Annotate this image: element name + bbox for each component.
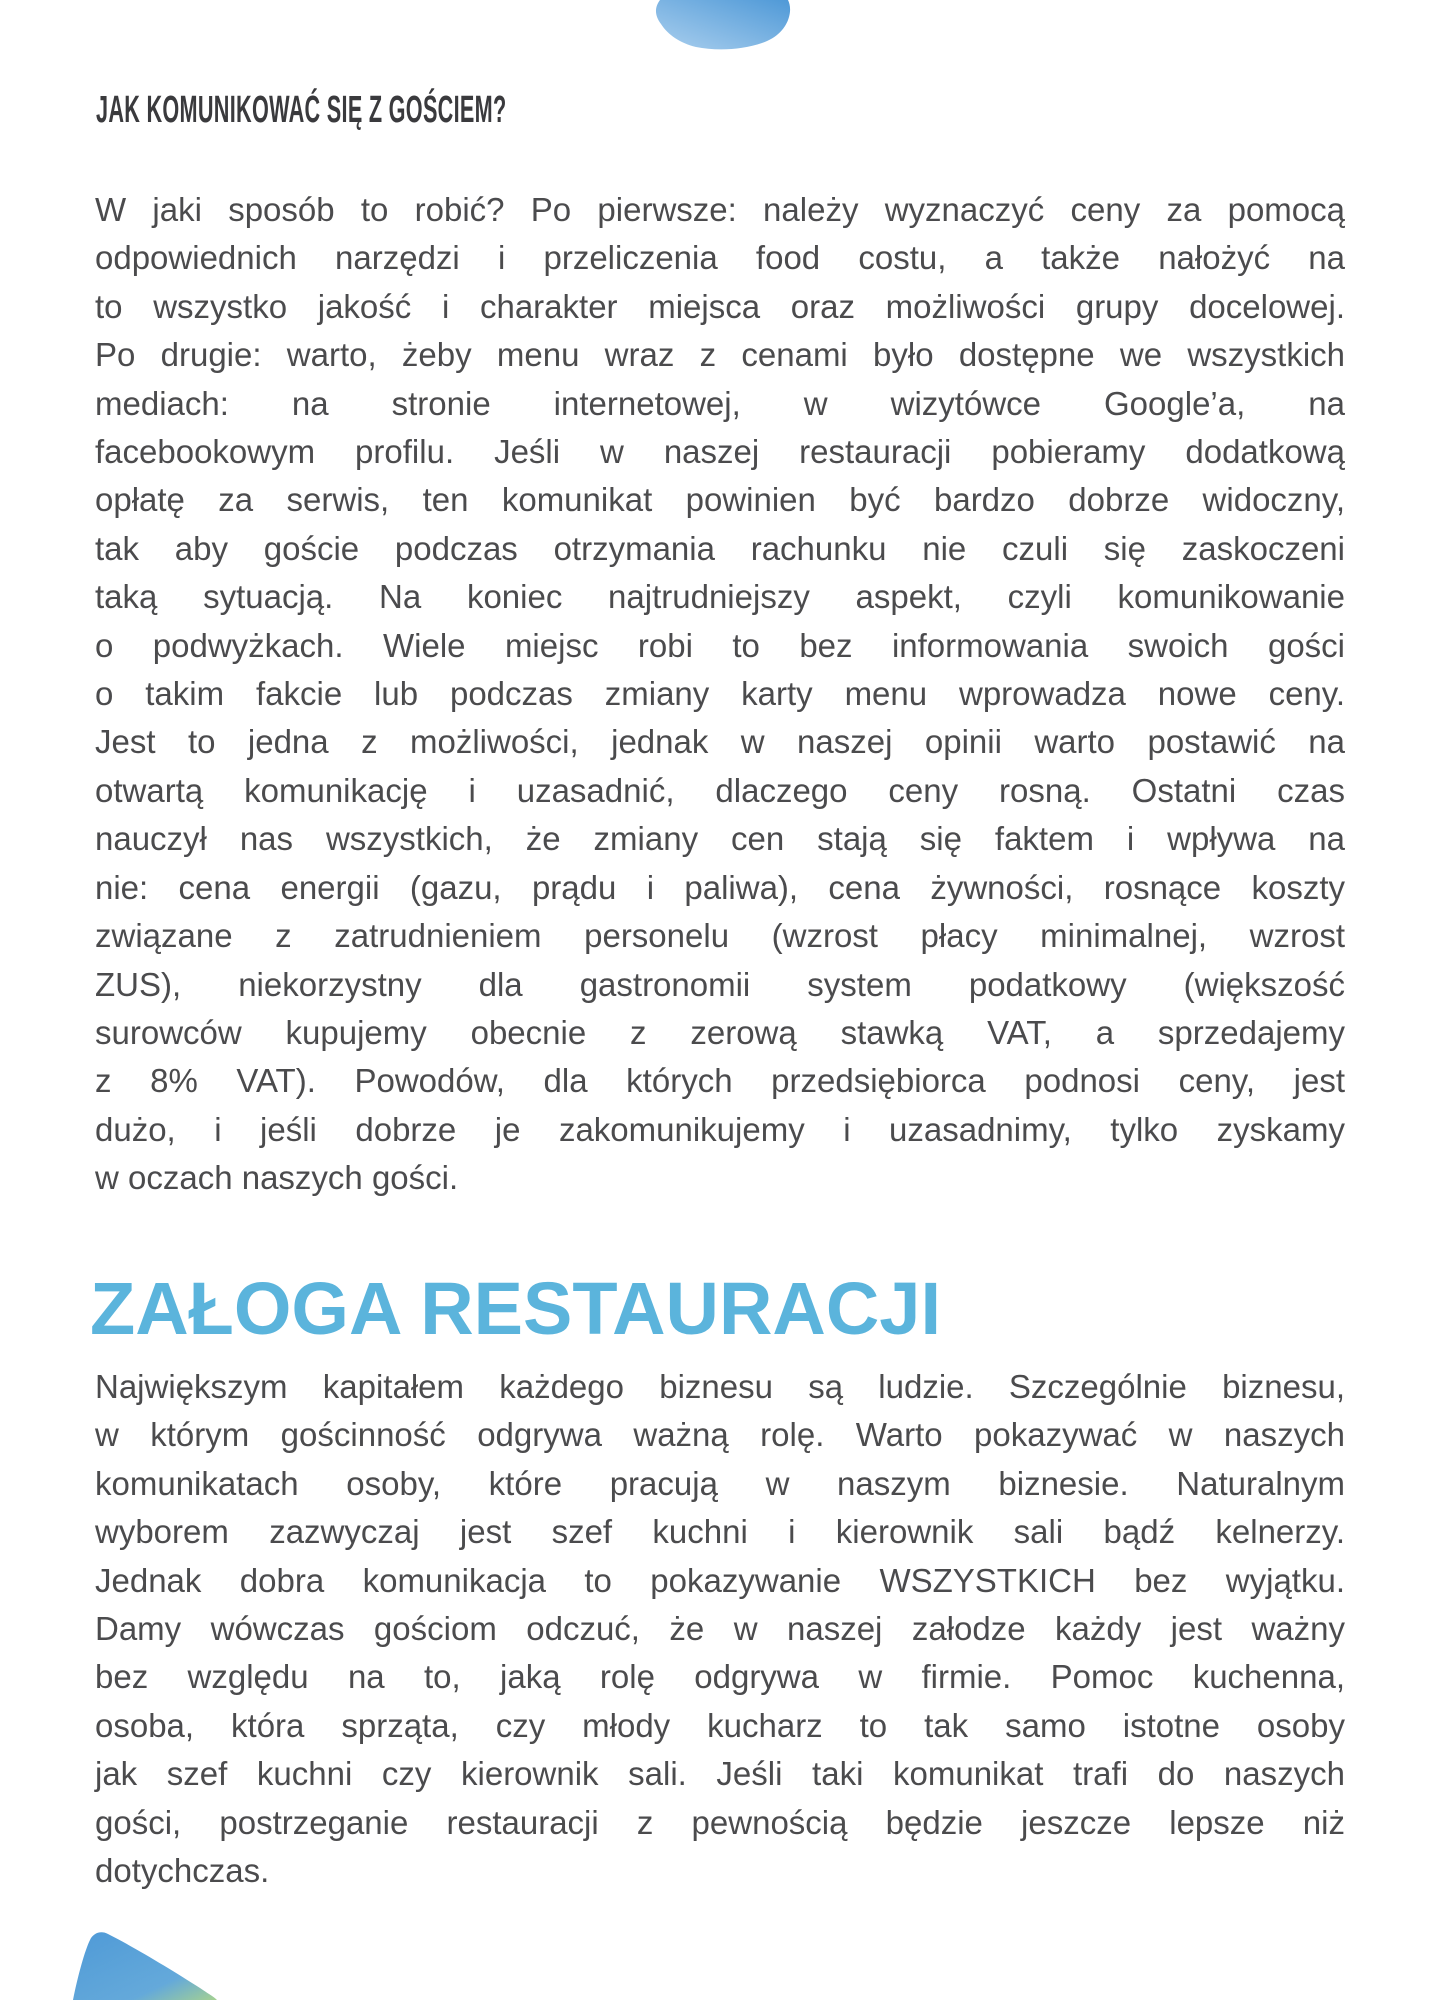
text-line: mediach: na stronie internetowej, w wizytówce Google’a, na (95, 384, 1345, 422)
section-kicker: JAK KOMUNIKOWAĆ SIĘ Z GOŚCIEM? (96, 89, 507, 131)
text-line: o takim fakcie lub podczas zmiany karty menu wprowadza nowe ceny. (95, 675, 1345, 713)
text-line: w oczach naszych gości. (95, 1159, 459, 1197)
text-line: nie: cena energii (gazu, prądu i paliwa), cena żywności, rosnące koszty (95, 868, 1345, 906)
text-line: Po drugie: warto, żeby menu wraz z cenami było dostępne we wszystkich (95, 336, 1345, 374)
text-line: jak szef kuchni czy kierownik sali. Jeśli taki komunikat trafi do naszych (95, 1755, 1345, 1793)
text-line: surowców kupujemy obecnie z zerową stawką VAT, a sprzedajemy (95, 1013, 1345, 1051)
text-line: komunikatach osoby, które pracują w naszym biznesie. Naturalnym (95, 1464, 1345, 1502)
text-line: o podwyżkach. Wiele miejsc robi to bez informowania swoich gości (95, 626, 1345, 664)
paragraph-zaloga (95, 1363, 1345, 1895)
text-line: nauczył nas wszystkich, że zmiany cen stają się faktem i wpływa na (95, 820, 1345, 858)
text-line: odpowiednich narzędzi i przeliczenia food costu, a także nałożyć na (95, 239, 1345, 277)
decorative-blob-bottom (60, 1928, 225, 2000)
text-line: ZUS), niekorzystny dla gastronomii system podatkowy (większość (95, 965, 1345, 1003)
text-line: tak aby goście podczas otrzymania rachunku nie czuli się zaskoczeni (95, 529, 1345, 567)
text-line: gości, postrzeganie restauracji z pewnością będzie jeszcze lepsze niż (95, 1803, 1345, 1841)
text-line: z 8% VAT). Powodów, dla których przedsiębiorca podnosi ceny, jest (95, 1062, 1345, 1100)
text-line: dotychczas. (95, 1852, 270, 1890)
text-line: facebookowym profilu. Jeśli w naszej restauracji pobieramy dodatkową (95, 433, 1345, 471)
text-line: dużo, i jeśli dobrze je zakomunikujemy i uzasadnimy, tylko zyskamy (95, 1110, 1345, 1148)
text-line: Jest to jedna z możliwości, jednak w naszej opinii warto postawić na (95, 723, 1345, 761)
text-line: wyborem zazwyczaj jest szef kuchni i kierownik sali bądź kelnerzy. (95, 1513, 1345, 1551)
text-line: Damy wówczas gościom odczuć, że w naszej załodze każdy jest ważny (95, 1610, 1345, 1648)
text-line: osoba, która sprząta, czy młody kucharz to tak samo istotne osoby (95, 1706, 1345, 1744)
text-line: W jaki sposób to robić? Po pierwsze: należy wyznaczyć ceny za pomocą (95, 191, 1345, 228)
text-line: w którym gościnność odgrywa ważną rolę. Warto pokazywać w naszych (95, 1416, 1345, 1454)
decorative-blob-top (650, 0, 795, 52)
paragraph-komunikacja (95, 186, 1345, 1203)
text-line: taką sytuacją. Na koniec najtrudniejszy aspekt, czyli komunikowanie (95, 578, 1345, 616)
text-line: opłatę za serwis, ten komunikat powinien być bardzo dobrze widoczny, (95, 481, 1345, 519)
text-line: bez względu na to, jaką rolę odgrywa w firmie. Pomoc kuchenna, (95, 1658, 1345, 1696)
text-line: związane z zatrudnieniem personelu (wzrost płacy minimalnej, wzrost (95, 917, 1345, 955)
section-heading-zaloga: ZAŁOGA RESTAURACJI (90, 1267, 941, 1350)
text-line: otwartą komunikację i uzasadnić, dlaczego ceny rosną. Ostatni czas (95, 771, 1345, 809)
text-line: Największym kapitałem każdego biznesu są ludzie. Szczególnie biznesu, (95, 1368, 1345, 1405)
text-line: to wszystko jakość i charakter miejsca oraz możliwości grupy docelowej. (95, 287, 1345, 325)
text-line: Jednak dobra komunikacja to pokazywanie WSZYSTKICH bez wyjątku. (95, 1561, 1345, 1599)
